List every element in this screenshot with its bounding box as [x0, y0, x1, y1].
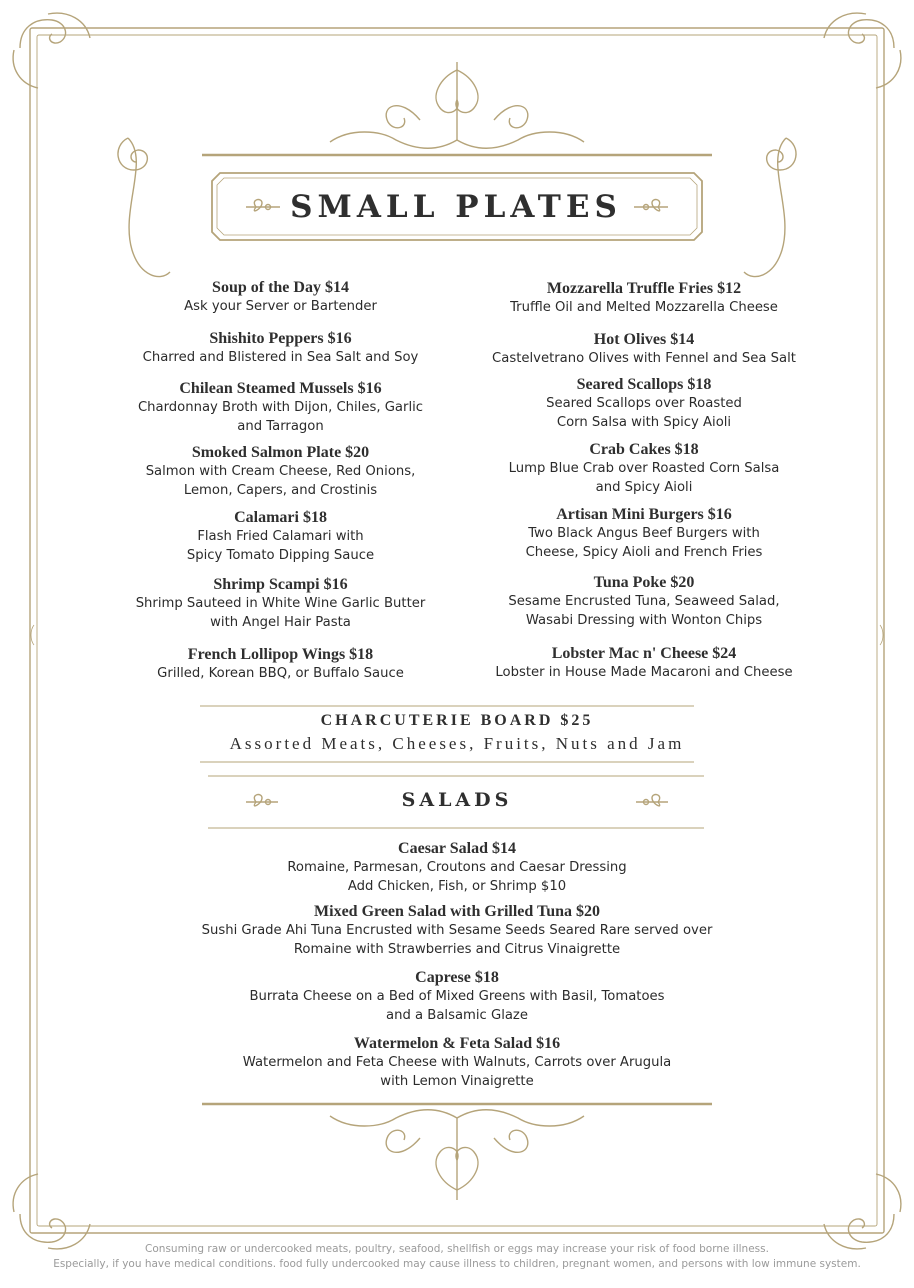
item-description: Sushi Grade Ahi Tuna Encrusted with Sesame Seeds Seared Rare served over Romaine with Strawberries and Citrus Vinaigrette [201, 923, 713, 957]
item-name: Tuna Poke $20 [593, 574, 695, 591]
item-description: Lump Blue Crab over Roasted Corn Salsa and Spicy Aioli [508, 461, 780, 495]
item-name: Mozzarella Truffle Fries $12 [546, 280, 742, 297]
item-name: Mixed Green Salad with Grilled Tuna $20 [314, 903, 600, 920]
item-description: Shrimp Sauteed in White Wine Garlic Butter with Angel Hair Pasta [135, 596, 426, 630]
item-name: Caesar Salad $14 [398, 840, 516, 857]
item-description: Charred and Blistered in Sea Salt and Soy [142, 350, 419, 365]
charcuterie-description: Assorted Meats, Cheeses, Fruits, Nuts and Jam [229, 734, 685, 753]
item-name: Shrimp Scampi $16 [213, 576, 348, 593]
item-name: Lobster Mac n' Cheese $24 [551, 645, 737, 662]
item-description: Two Black Angus Beef Burgers with Cheese, Spicy Aioli and French Fries [525, 526, 763, 560]
disclaimer-line-1: Consuming raw or undercooked meats, poultry, seafood, shellfish or eggs may increase your risk of food borne illness. [145, 1243, 769, 1255]
item-name: Watermelon & Feta Salad $16 [353, 1035, 561, 1052]
salad-item [150, 1034, 764, 1091]
salads-section [150, 0, 764, 1100]
item-description: Burrata Cheese on a Bed of Mixed Greens with Basil, Tomatoes and a Balsamic Glaze [249, 989, 665, 1023]
salad-item [150, 902, 764, 959]
disclaimer-line-2: Especially, if you have medical conditions. food fully undercooked may cause illness to children, pregnant women, and persons with low immune system. [53, 1258, 861, 1270]
item-name: Crab Cakes $18 [589, 441, 699, 458]
item-description: Seared Scallops over Roasted Corn Salsa with Spicy Aioli [546, 396, 742, 430]
item-description: Salmon with Cream Cheese, Red Onions, Lemon, Capers, and Crostinis [145, 464, 416, 498]
menu-title: SMALL PLATES [290, 188, 622, 225]
item-description: Sesame Encrusted Tuna, Seaweed Salad, Wasabi Dressing with Wonton Chips [508, 594, 780, 628]
item-description: Chardonnay Broth with Dijon, Chiles, Garlic and Tarragon [137, 400, 424, 434]
salad-item [150, 839, 764, 896]
corner-flourish-bottom-left [13, 1174, 90, 1249]
item-description: Flash Fried Calamari with Spicy Tomato Dipping Sauce [186, 529, 375, 563]
item-name: Shishito Peppers $16 [209, 330, 352, 347]
item-description: Romaine, Parmesan, Croutons and Caesar Dressing Add Chicken, Fish, or Shrimp $10 [287, 860, 627, 894]
item-name: French Lollipop Wings $18 [187, 646, 374, 663]
item-name: Chilean Steamed Mussels $16 [179, 380, 382, 397]
item-name: Seared Scallops $18 [576, 376, 712, 393]
item-name: Smoked Salmon Plate $20 [191, 444, 370, 461]
item-name: Calamari $18 [234, 509, 327, 526]
item-name: Soup of the Day $14 [212, 279, 349, 296]
item-description: Watermelon and Feta Cheese with Walnuts, Carrots over Arugula with Lemon Vinaigrette [242, 1055, 672, 1089]
corner-flourish-top-right [824, 13, 901, 88]
item-description: Castelvetrano Olives with Fennel and Sea Salt [492, 351, 796, 366]
item-name: Artisan Mini Burgers $16 [556, 506, 732, 523]
item-description: Truffle Oil and Melted Mozzarella Cheese [510, 300, 778, 315]
item-name: Caprese $18 [415, 969, 499, 986]
item-description: Grilled, Korean BBQ, or Buffalo Sauce [157, 666, 404, 681]
corner-flourish-top-left [13, 13, 90, 88]
corner-flourish-bottom-right [824, 1174, 901, 1249]
salad-item [150, 968, 764, 1025]
salads-title: SALADS [401, 789, 513, 811]
bottom-ornament [330, 1110, 584, 1200]
item-description: Lobster in House Made Macaroni and Cheese [495, 665, 793, 680]
charcuterie-name: CHARCUTERIE BOARD $25 [320, 712, 594, 729]
item-description: Ask your Server or Bartender [184, 299, 377, 314]
item-name: Hot Olives $14 [593, 331, 695, 348]
